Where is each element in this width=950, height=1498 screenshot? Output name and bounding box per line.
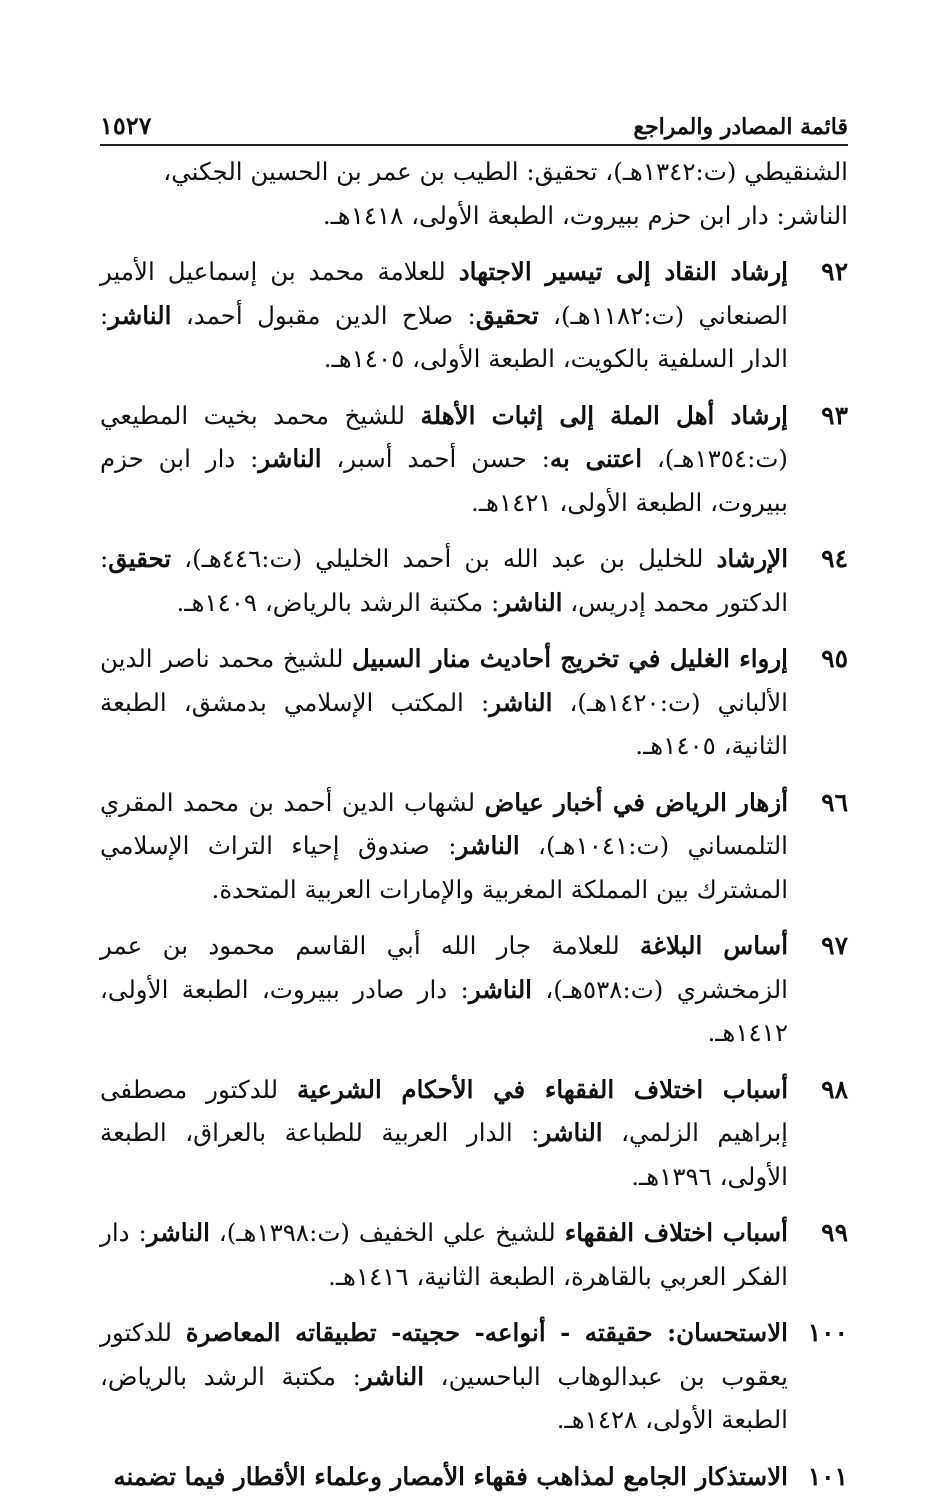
entry-text [100,537,788,624]
entry-title: الاستحسان: حقيقته - أنواعه- حجيته- تطبيقاته المعاصرة [186,1318,788,1347]
bibliography-entry [100,1311,848,1442]
continued-entry-line: الناشر: دار ابن حزم ببيروت، الطبعة الأولى، ١٤١٨هـ. [323,201,848,230]
entry-label: الناشر [108,301,171,330]
entry-text [100,1455,788,1498]
entry-author: للشيخ علي الخفيف (ت:١٣٩٨هـ)، [210,1218,565,1247]
entry-label: الناشر [456,831,519,860]
entry-publisher: : دار ابن حزم ببيروت، الطبعة الأولى، ١٤٢١هـ. [100,444,788,517]
entry-title: إرشاد أهل الملة إلى إثبات الأهلة [421,401,788,430]
entry-label: تحقيق [476,301,539,330]
entry-text [100,394,788,525]
bibliography-entry [100,1068,848,1199]
entry-author: للخليل بن عبد الله بن أحمد الخليلي (ت:٤٤٦هـ)، [171,544,716,573]
entry-text [100,1211,788,1298]
entry-text [100,637,788,768]
entry-publisher: : الدار العربية للطباعة بالعراق، الطبعة الأولى، ١٣٩٦هـ. [100,1118,788,1191]
bibliography-entry [100,537,848,624]
entry-label: الناشر [539,1118,602,1147]
bibliography-entry [100,924,848,1055]
bibliography-list [100,150,848,1498]
entry-label: تحقيق [108,544,171,573]
entry-author: للشيخ محمد ناصر الدين الألباني (ت:١٤٢٠هـ)، [100,644,788,717]
entry-title: أسباب اختلاف الفقهاء [565,1218,788,1247]
entry-number: ١٠١ [788,1455,848,1498]
entry-number: ٩٤ [788,537,848,624]
entry-publisher: : مكتبة الرشد بالرياض، الطبعة الأولى، ١٤٢٨هـ. [100,1362,788,1435]
entry-number: ٩٩ [788,1211,848,1298]
entry-publisher: : صندوق إحياء التراث الإسلامي المشترك بين المملكة المغربية والإمارات العربية المتحدة. [100,831,788,904]
continued-entry-line: الشنقيطي (ت:١٣٤٢هـ)، تحقيق: الطيب بن عمر بن الحسين الجكني، [163,157,848,186]
entry-title: أساس البلاغة [640,931,788,960]
entry-label: اعتنى به [550,444,642,473]
entry-author: للدكتور يعقوب بن عبدالوهاب الباحسين، [100,1318,788,1391]
entry-title: الإرشاد [716,544,788,573]
entry-number: ٩٦ [788,781,848,912]
entry-label: الناشر [499,588,562,617]
entry-publisher: : المكتب الإسلامي بدمشق، الطبعة الثانية، ١٤٠٥هـ. [100,688,788,761]
entry-text [100,1068,788,1199]
entry-publisher: : دار صادر ببيروت، الطبعة الأولى، ١٤١٢هـ. [100,975,788,1048]
bibliography-entry [100,637,848,768]
entry-label: الناشر [361,1362,424,1391]
entry-number: ٩٢ [788,250,848,381]
entry-author: للعلامة جار الله أبي القاسم محمود بن عمر الزمخشري (ت:٥٣٨هـ)، [100,931,788,1004]
entry-text [100,250,788,381]
entry-title: الاستذكار الجامع لمذاهب فقهاء الأمصار وعلماء الأقطار فيما تضمنه [113,1462,788,1491]
entry-publisher: : مكتبة الرشد بالرياض، ١٤٠٩هـ. [177,588,500,617]
bibliography-entry [100,1211,848,1298]
bibliography-entry [100,250,848,381]
entry-number: ٩٣ [788,394,848,525]
bibliography-entry [100,781,848,912]
running-title: قائمة المصادر والمراجع [633,114,848,140]
entry-author: لشهاب الدين أحمد بن محمد المقري التلمساني (ت:١٠٤١هـ)، [100,788,788,861]
entry-label: الناشر [469,975,532,1004]
entry-author: للدكتور مصطفى إبراهيم الزلمي، [100,1075,788,1148]
entry-detail: : الدكتور محمد إدريس، [100,544,788,617]
entry-detail: : صلاح الدين مقبول أحمد، [171,301,475,330]
entry-publisher: : دار الفكر العربي بالقاهرة، الطبعة الثانية، ١٤١٦هـ. [100,1218,788,1291]
entry-title: أزهار الرياض في أخبار عياض [485,788,788,817]
entry-number: ٩٥ [788,637,848,768]
entry-number: ١٠٠ [788,1311,848,1442]
bibliography-entry [100,1455,848,1498]
entry-title: أسباب اختلاف الفقهاء في الأحكام الشرعية [297,1075,788,1104]
entry-text [100,1311,788,1442]
entry-title: إرواء الغليل في تخريج أحاديث منار السبيل [352,644,788,673]
entry-title: إرشاد النقاد إلى تيسير الاجتهاد [459,257,788,286]
page-header [100,100,848,140]
continued-entry [100,150,848,237]
entry-text [100,781,788,912]
header-rule [100,144,848,146]
entry-label: الناشر [258,444,321,473]
entry-label: الناشر [489,688,552,717]
page-number: ١٥٢٧ [100,111,152,140]
entry-number: ٩٧ [788,924,848,1055]
entry-publisher: : الدار السلفية بالكويت، الطبعة الأولى، ١٤٠٥هـ. [100,301,788,374]
entry-detail: : حسن أحمد أسبر، [322,444,550,473]
entry-label: الناشر [147,1218,210,1247]
entry-number: ٩٨ [788,1068,848,1199]
entry-text [100,924,788,1055]
entry-author: للشيخ محمد بخيت المطيعي (ت:١٣٥٤هـ)، [100,401,788,474]
entry-author: للعلامة محمد بن إسماعيل الأمير الصنعاني (ت:١١٨٢هـ)، [100,257,788,330]
bibliography-entry [100,394,848,525]
